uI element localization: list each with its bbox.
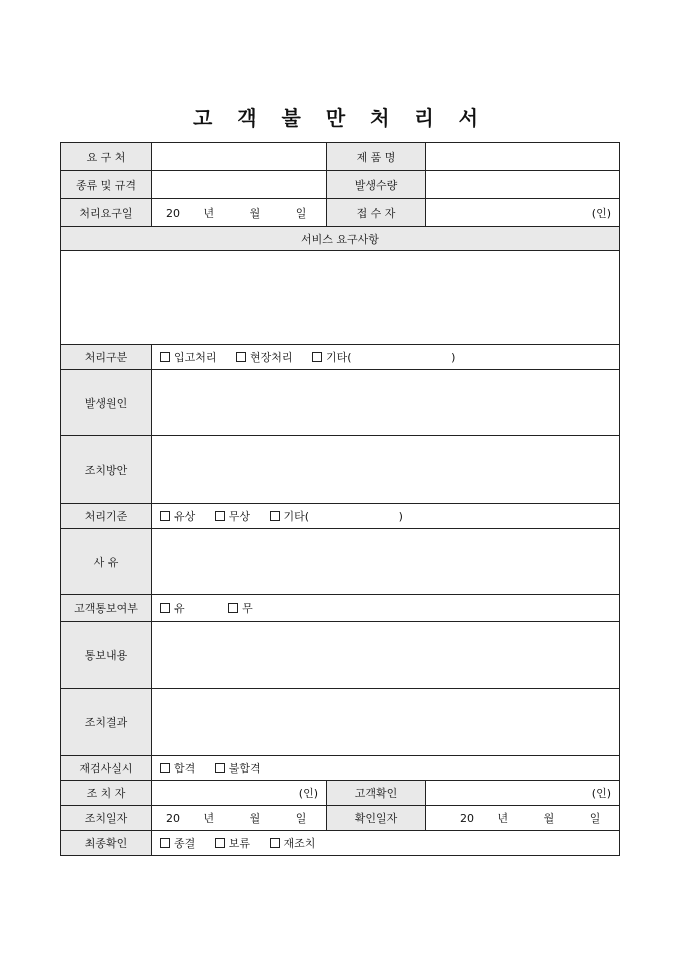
label-reason: 사 유 — [61, 529, 152, 595]
action-result-field[interactable] — [152, 689, 620, 756]
reinspect-options — [152, 756, 620, 781]
option-pass[interactable]: 합격 — [160, 760, 195, 776]
label-action-date: 조치일자 — [61, 806, 152, 831]
checkbox[interactable] — [270, 838, 280, 848]
checkbox[interactable] — [160, 352, 170, 362]
document-title: 고 객 불 만 처 리 서 — [192, 106, 488, 130]
type-spec-field[interactable] — [152, 171, 327, 199]
checkbox[interactable] — [215, 763, 225, 773]
label-receiver: 접 수 자 — [327, 199, 426, 227]
option-reaction[interactable]: 재조치 — [270, 835, 316, 851]
label-due-date: 처리요구일 — [61, 199, 152, 227]
criteria-options — [152, 504, 620, 529]
option-other[interactable]: 기타( — [270, 508, 310, 524]
checkbox[interactable] — [236, 352, 246, 362]
row-due-date — [61, 199, 620, 227]
cause-field[interactable] — [152, 370, 620, 436]
receiver-field[interactable] — [426, 199, 620, 227]
row-requester — [61, 143, 620, 171]
service-request-field[interactable] — [61, 251, 620, 345]
label-service-request: 서비스 요구사항 — [61, 227, 620, 251]
date-month-unit: 월 — [543, 812, 555, 825]
checkbox[interactable] — [228, 603, 238, 613]
label-reinspect: 재검사실시 — [61, 756, 152, 781]
row-reason — [61, 529, 620, 595]
requester-field[interactable] — [152, 143, 327, 171]
actor-field[interactable] — [152, 781, 327, 806]
row-final-confirm — [61, 831, 620, 856]
label-action-result: 조치결과 — [61, 689, 152, 756]
row-service-content — [61, 251, 620, 345]
label-notify: 고객통보여부 — [61, 595, 152, 622]
row-process-type — [61, 345, 620, 370]
option-paid[interactable]: 유상 — [160, 508, 195, 524]
date-day-unit: 일 — [589, 812, 601, 825]
label-qty: 발생수량 — [327, 171, 426, 199]
option-warehouse[interactable]: 입고처리 — [160, 349, 217, 365]
row-action-result — [61, 689, 620, 756]
due-date-field[interactable] — [152, 199, 327, 227]
checkbox[interactable] — [160, 511, 170, 521]
final-confirm-options — [152, 831, 620, 856]
confirm-date-field[interactable] — [426, 806, 620, 831]
action-date-field[interactable] — [152, 806, 327, 831]
label-notify-content: 통보내용 — [61, 622, 152, 689]
label-customer-confirm: 고객확인 — [327, 781, 426, 806]
option-free[interactable]: 무상 — [215, 508, 250, 524]
date-day-unit: 일 — [295, 206, 307, 220]
date-year-unit: 년 — [203, 812, 215, 825]
option-onsite[interactable]: 현장처리 — [236, 349, 293, 365]
row-criteria — [61, 504, 620, 529]
label-cause: 발생원인 — [61, 370, 152, 436]
date-month-unit: 월 — [249, 812, 261, 825]
checkbox[interactable] — [160, 763, 170, 773]
row-actor — [61, 781, 620, 806]
row-action-plan — [61, 436, 620, 504]
option-closed[interactable]: 종결 — [160, 835, 195, 851]
row-type-spec — [61, 171, 620, 199]
seal-mark: (인) — [591, 206, 611, 220]
option-yes[interactable]: 유 — [160, 600, 185, 616]
customer-confirm-field[interactable] — [426, 781, 620, 806]
seal-mark: (인) — [298, 787, 318, 800]
label-criteria: 처리기준 — [61, 504, 152, 529]
date-month-unit: 월 — [249, 206, 261, 220]
close-paren: ) — [398, 510, 403, 523]
process-type-options — [152, 345, 620, 370]
checkbox[interactable] — [160, 603, 170, 613]
row-cause — [61, 370, 620, 436]
checkbox[interactable] — [312, 352, 322, 362]
label-confirm-date: 확인일자 — [327, 806, 426, 831]
label-requester: 요 구 처 — [61, 143, 152, 171]
date-year: 20 — [460, 812, 474, 825]
close-paren: ) — [451, 351, 456, 364]
label-action-plan: 조치방안 — [61, 436, 152, 504]
date-year-unit: 년 — [203, 206, 215, 220]
checkbox[interactable] — [215, 511, 225, 521]
row-notify-content — [61, 622, 620, 689]
seal-mark: (인) — [591, 787, 611, 800]
date-year: 20 — [166, 206, 180, 220]
row-reinspect — [61, 756, 620, 781]
action-plan-field[interactable] — [152, 436, 620, 504]
label-process-type: 처리구분 — [61, 345, 152, 370]
product-field[interactable] — [426, 143, 620, 171]
checkbox[interactable] — [270, 511, 280, 521]
option-no[interactable]: 무 — [228, 600, 253, 616]
reason-field[interactable] — [152, 529, 620, 595]
notify-options — [152, 595, 620, 622]
row-dates — [61, 806, 620, 831]
notify-content-field[interactable] — [152, 622, 620, 689]
checkbox[interactable] — [160, 838, 170, 848]
date-year: 20 — [166, 812, 180, 825]
option-fail[interactable]: 불합격 — [215, 760, 261, 776]
row-notify — [61, 595, 620, 622]
label-final-confirm: 최종확인 — [61, 831, 152, 856]
option-hold[interactable]: 보류 — [215, 835, 250, 851]
row-service-header — [61, 227, 620, 251]
date-day-unit: 일 — [295, 812, 307, 825]
label-actor: 조 치 자 — [61, 781, 152, 806]
label-product: 제 품 명 — [327, 143, 426, 171]
label-type-spec: 종류 및 규격 — [61, 171, 152, 199]
checkbox[interactable] — [215, 838, 225, 848]
complaint-form-table — [60, 142, 620, 856]
date-year-unit: 년 — [497, 812, 509, 825]
option-other[interactable]: 기타( — [312, 349, 352, 365]
qty-field[interactable] — [426, 171, 620, 199]
